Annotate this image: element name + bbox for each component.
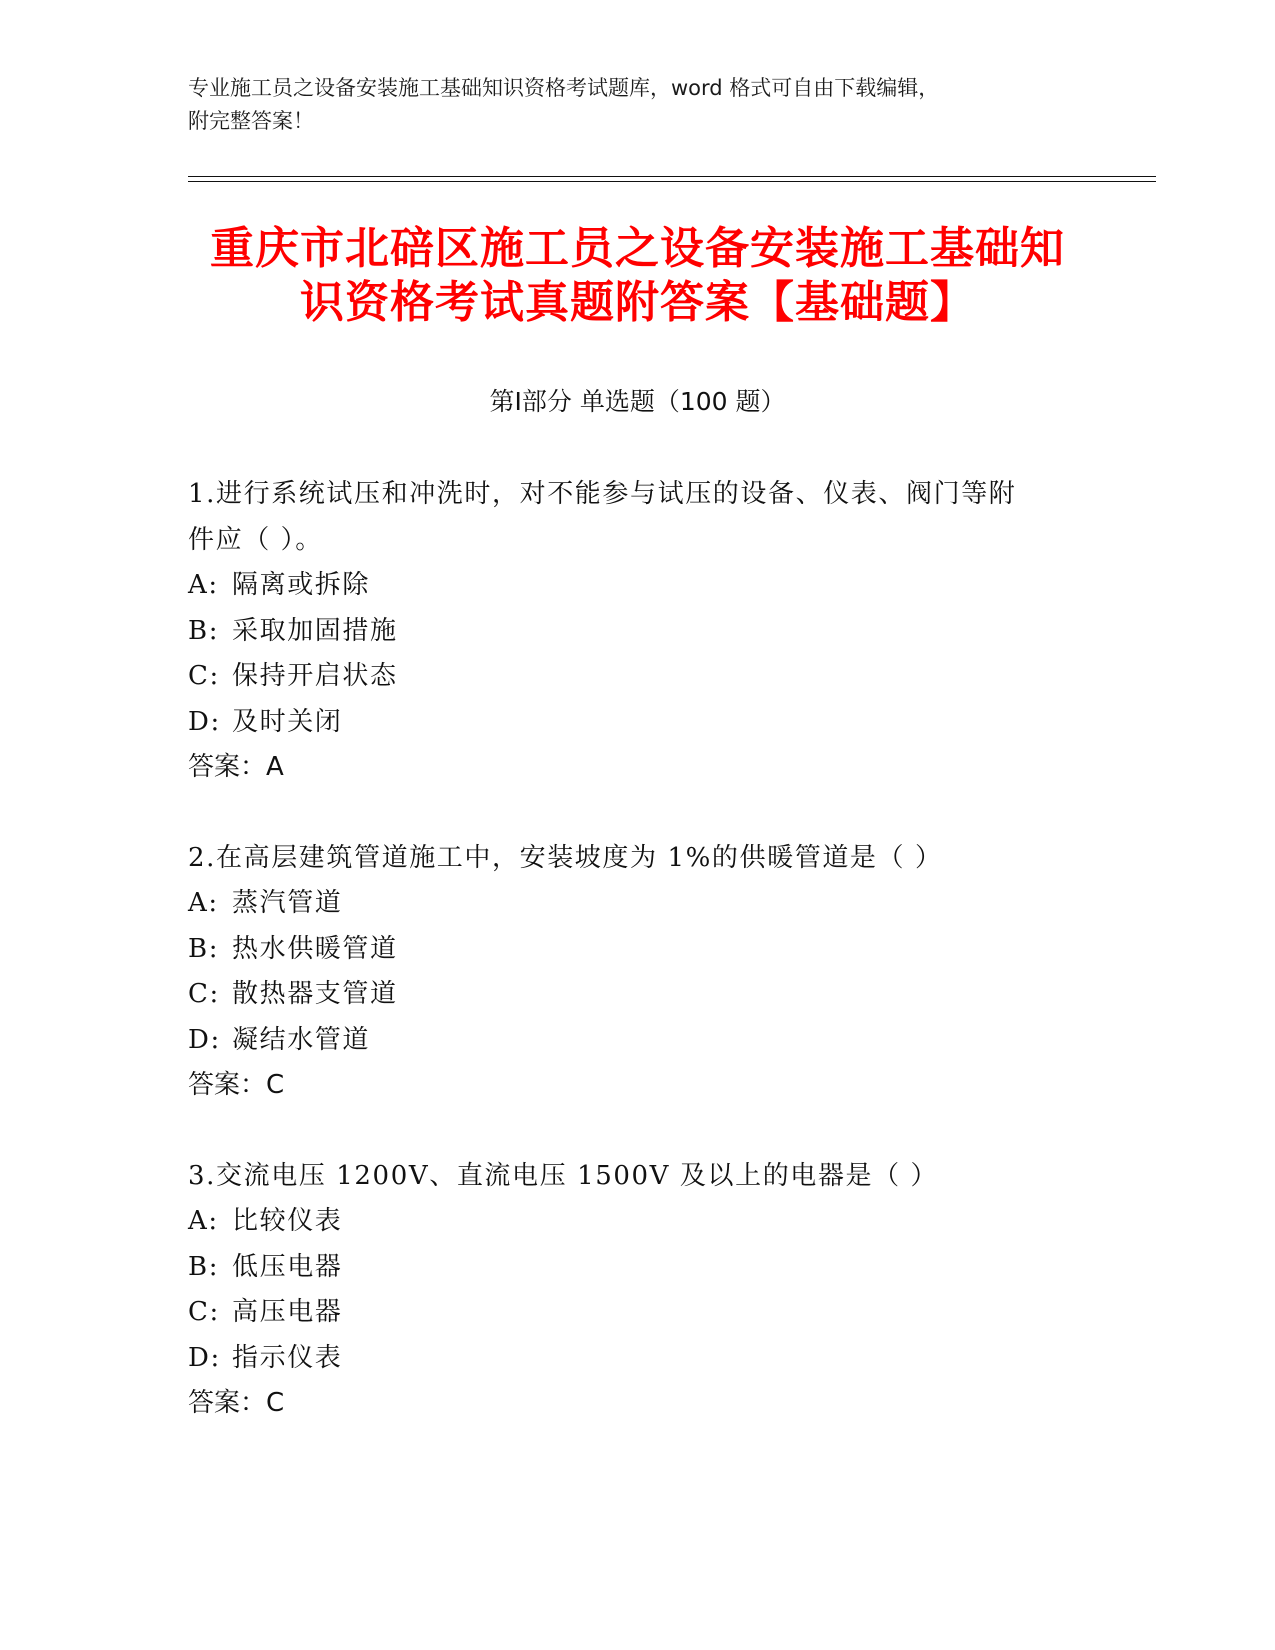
option-c (188, 972, 1068, 1018)
document-title-line-1: 重庆市北碚区施工员之设备安装施工基础知 (210, 223, 1065, 274)
option-letter: B: (188, 1251, 220, 1282)
option-text: 热水供暖管道 (232, 933, 398, 964)
option-text: 指示仪表 (232, 1342, 343, 1373)
option-text: 隔离或拆除 (232, 570, 371, 600)
option-text: 保持开启状态 (232, 661, 398, 691)
option-c (188, 1290, 1068, 1336)
option-letter: B: (188, 615, 220, 646)
question-stem-continued: 件应（ ）。 (188, 524, 323, 555)
section-title: 第Ⅰ部分 单选题（100 题） (489, 387, 786, 416)
document-title (150, 222, 1125, 330)
option-text: 高压电器 (232, 1297, 343, 1327)
option-b (188, 1245, 1068, 1291)
option-letter: D: (188, 1024, 221, 1055)
question-item (188, 472, 1068, 791)
option-letter: D: (188, 706, 221, 737)
option-letter: C: (188, 661, 220, 691)
answer: 答案：C (188, 1388, 285, 1418)
option-letter: D: (188, 1342, 221, 1373)
question-item (188, 1154, 1068, 1427)
option-text: 散热器支管道 (232, 979, 398, 1009)
header-divider-thick (188, 176, 1156, 177)
option-letter: A: (188, 888, 219, 918)
document-title-line-2: 识资格考试真题附答案【基础题】 (300, 277, 975, 328)
header-note-line-2: 附完整答案！ (188, 109, 314, 133)
option-a (188, 881, 1068, 927)
header-note-line-1: 专业施工员之设备安装施工基础知识资格考试题库，word 格式可自由下载编辑， (188, 76, 940, 100)
question-stem: 2.在高层建筑管道施工中，安装坡度为 1%的供暖管道是（ ） (188, 842, 943, 873)
option-text: 低压电器 (232, 1251, 343, 1282)
question-stem: 1.进行系统试压和冲洗时，对不能参与试压的设备、仪表、阀门等附 (188, 479, 1017, 509)
option-letter: B: (188, 933, 220, 964)
answer: 答案：C (188, 1070, 285, 1100)
option-c (188, 654, 1068, 700)
option-text: 采取加固措施 (232, 615, 398, 646)
question-stem: 3.交流电压 1200V、直流电压 1500V 及以上的电器是（ ） (188, 1160, 939, 1191)
answer: 答案：A (188, 752, 284, 782)
option-a (188, 1199, 1068, 1245)
option-b (188, 609, 1068, 655)
header-divider-thin (188, 181, 1156, 182)
option-d (188, 700, 1068, 746)
option-letter: C: (188, 1297, 220, 1327)
option-d (188, 1336, 1068, 1382)
option-letter: A: (188, 1206, 219, 1236)
question-list (188, 472, 1068, 1472)
option-a (188, 563, 1068, 609)
option-text: 比较仪表 (232, 1206, 343, 1236)
option-letter: A: (188, 570, 219, 600)
option-d (188, 1018, 1068, 1064)
question-item (188, 836, 1068, 1109)
option-letter: C: (188, 979, 220, 1009)
option-text: 凝结水管道 (232, 1024, 371, 1055)
option-text: 蒸汽管道 (232, 888, 343, 918)
option-b (188, 927, 1068, 973)
option-text: 及时关闭 (232, 706, 343, 737)
header-note (188, 72, 1068, 138)
